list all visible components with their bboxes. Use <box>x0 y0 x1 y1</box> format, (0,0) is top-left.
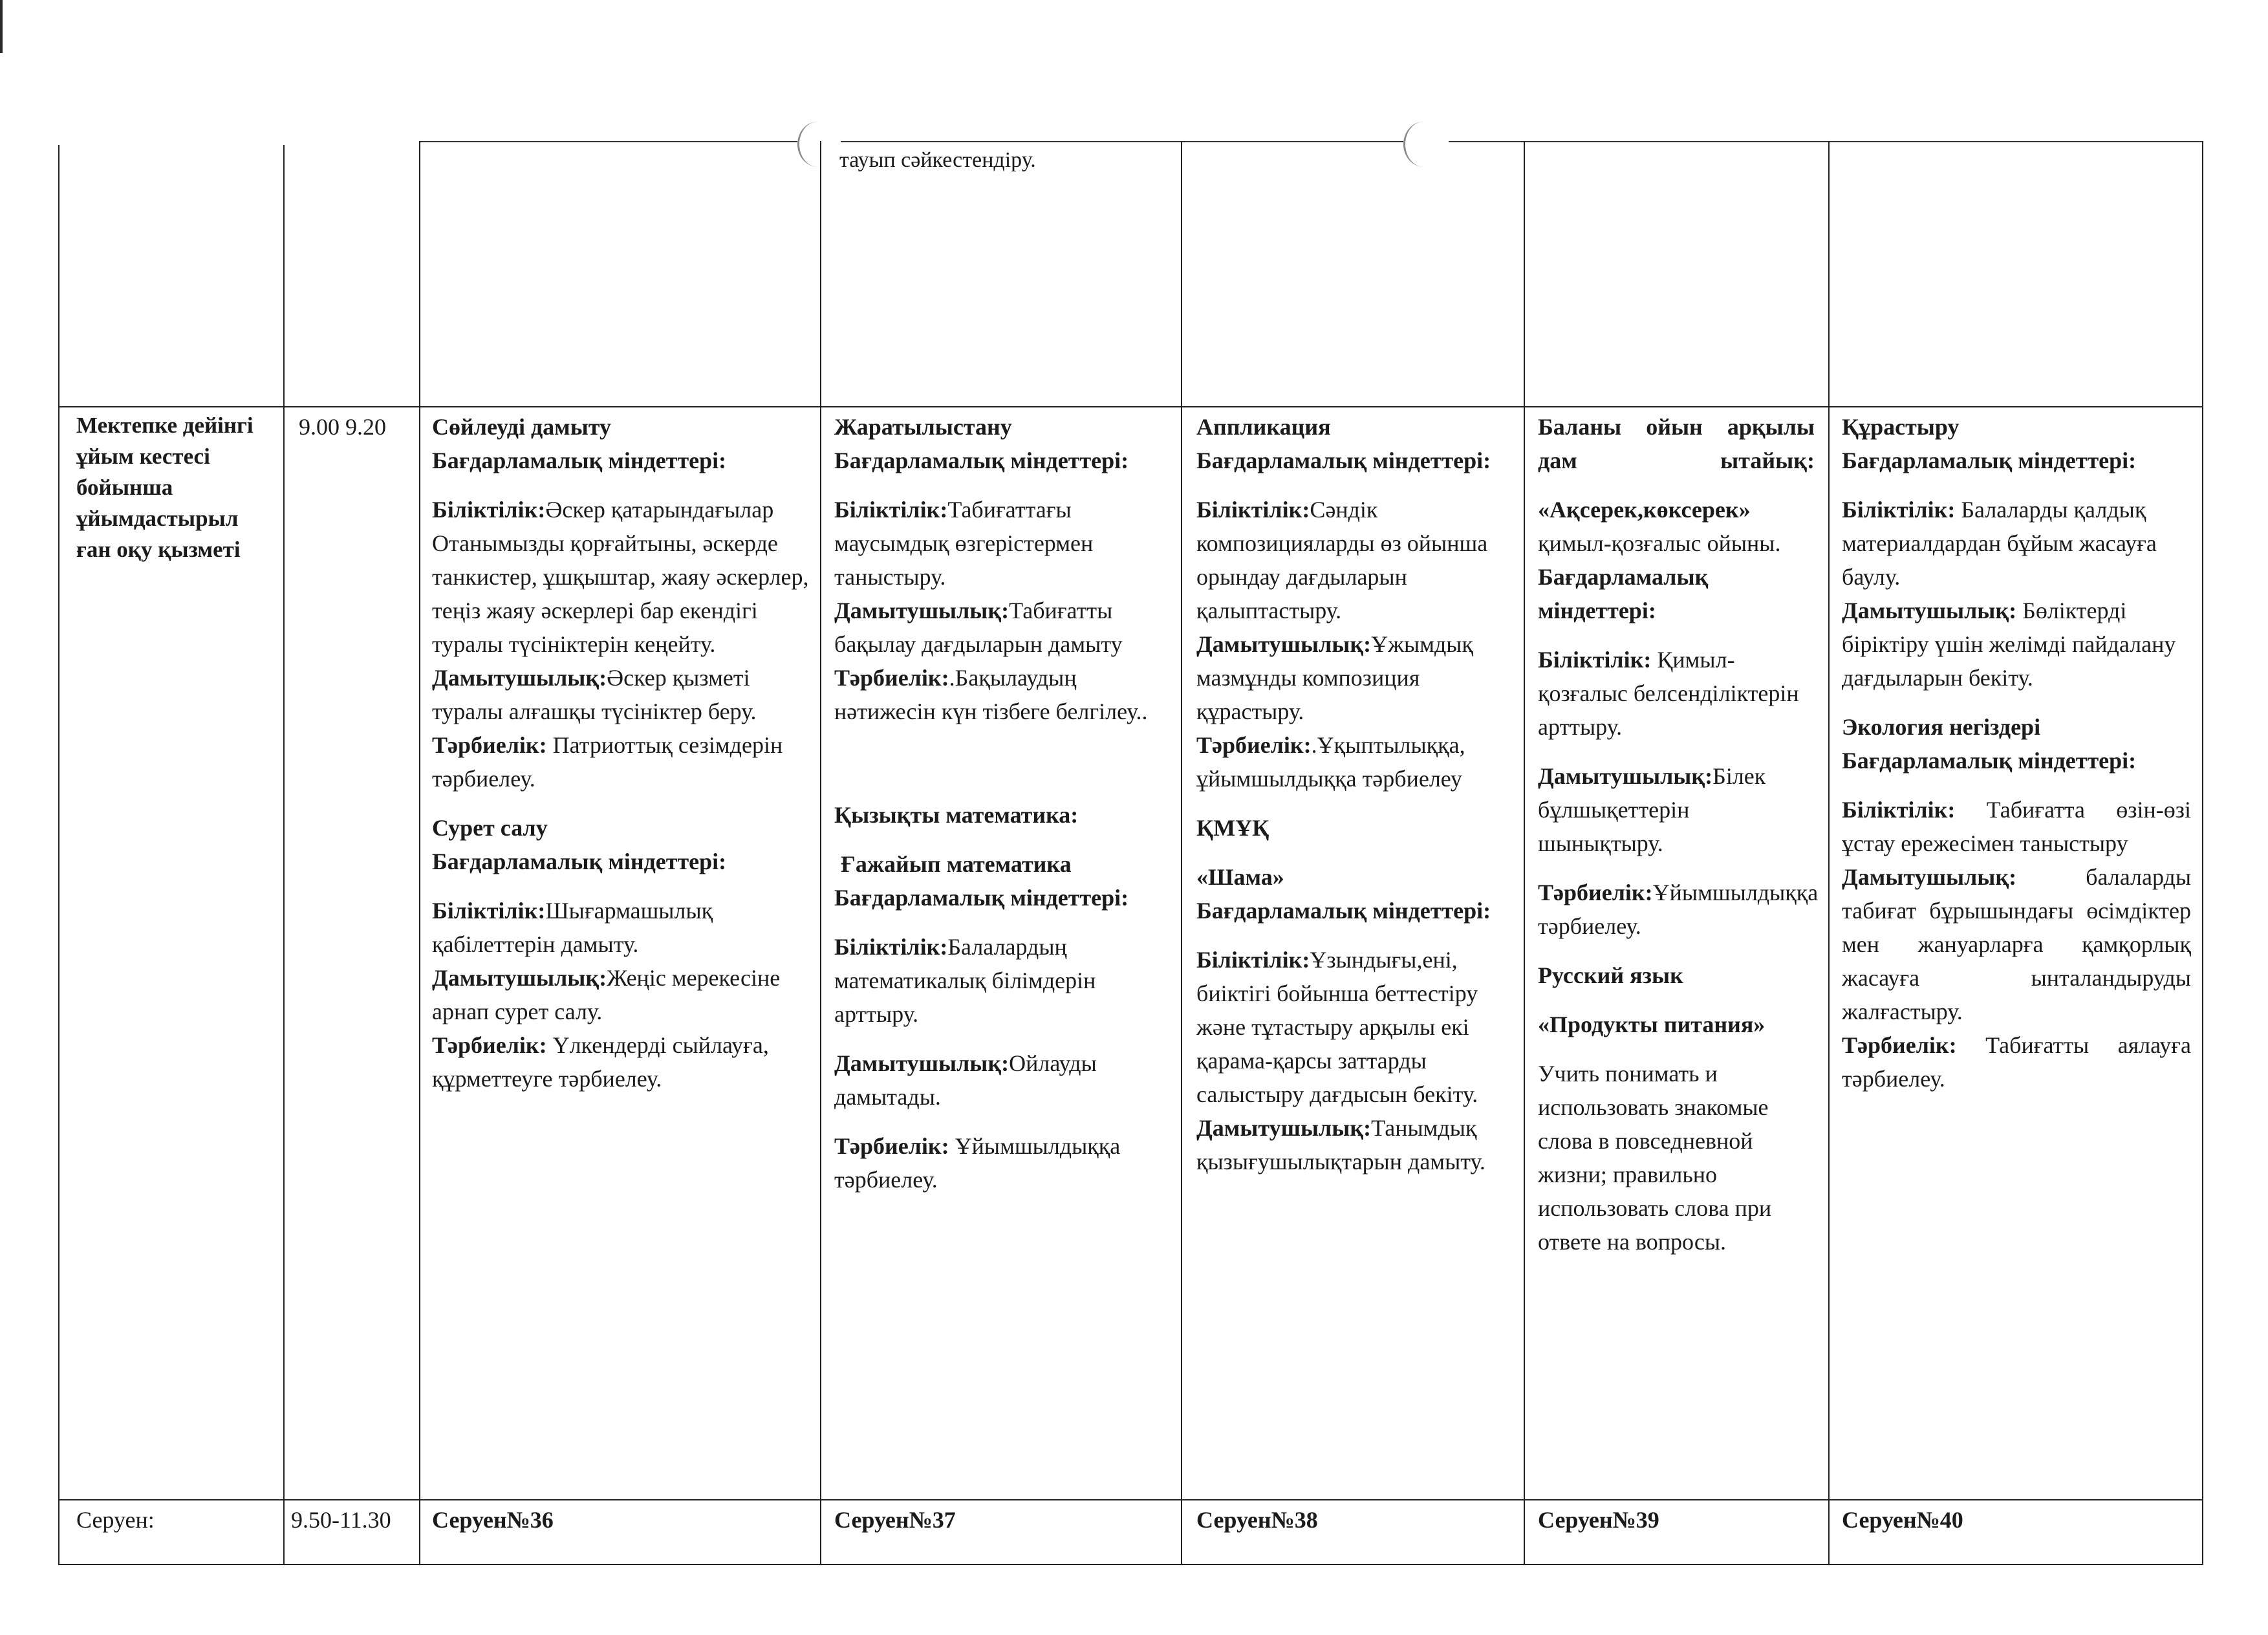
lesson-subtitle: Бағдарламалық міндеттері: <box>1842 448 2137 473</box>
walk-time-cell <box>291 1503 418 1537</box>
objective-text: .Ұқыптылыққа, ұйымшылдыққа тәрбиелеу <box>1196 732 1465 792</box>
objective-text: Табиғатта өзін-өзі ұстау ережесімен таныстыру <box>1842 797 2191 856</box>
objective-development <box>432 661 811 728</box>
column-divider <box>1828 141 1830 1565</box>
lesson-subtitle: Бағдарламалық міндеттері: <box>1538 564 1709 623</box>
objective-label: Тәрбиелік: <box>432 1032 547 1058</box>
walk-number: Серуен№40 <box>1842 1507 1963 1533</box>
objective-development <box>1196 1111 1507 1178</box>
lesson-subtitle: Бағдарламалық міндеттері: <box>1196 448 1491 473</box>
lesson-subtitle: Бағдарламалық міндеттері: <box>834 448 1129 473</box>
continued-text: тауып сәйкестендіру. <box>839 148 1036 172</box>
objective-label: Тәрбиелік: <box>432 732 547 758</box>
objective-skill <box>1196 943 1507 1111</box>
row-divider <box>58 1564 2203 1565</box>
lesson-title: Русский язык <box>1538 962 1683 988</box>
column-divider <box>820 141 821 1565</box>
lesson-subtitle: Бағдарламалық міндеттері: <box>432 448 727 473</box>
objective-label: Біліктілік: <box>1538 647 1652 673</box>
walk-label-cell <box>76 1503 278 1537</box>
objective-text: Бөліктерді біріктіру үшін желімді пайдалану дағдыларын бекіту. <box>1842 598 2176 691</box>
scan-edge-mark <box>0 0 3 53</box>
objective-text: Табиғатты аялауға тәрбиелеу. <box>1842 1032 2191 1092</box>
time-range: 9.00 9.20 <box>299 414 386 440</box>
objective-upbringing <box>432 728 811 796</box>
objective-development <box>1842 594 2191 695</box>
lesson-subtitle: Бағдарламалық міндеттері: <box>1196 898 1491 924</box>
objective-label: Тәрбиелік: <box>834 665 949 691</box>
objective-development <box>1538 759 1815 860</box>
objective-text: Қимыл-қозғалыс белсенділіктерін арттыру. <box>1538 647 1799 740</box>
objective-label: Біліктілік: <box>432 497 546 523</box>
walk-number: Серуен№36 <box>432 1507 554 1533</box>
objective-text: Ойлауды дамытады. <box>834 1050 1097 1110</box>
walk-number: Серуен№39 <box>1538 1507 1659 1533</box>
walk-thursday-cell <box>1538 1503 1815 1537</box>
objective-skill <box>1842 493 2191 594</box>
objective-upbringing <box>834 661 1176 728</box>
lesson-title: Аппликация <box>1196 414 1331 440</box>
objective-label: Біліктілік: <box>1196 497 1310 523</box>
objective-text: Ұзындығы,ені, биіктігі бойынша беттестіру және тұтастыру арқылы екі қарама-қарсы заттарды салыстыру дағдысын бекіту. <box>1196 947 1478 1107</box>
objective-text: Балаларды қалдық материалдардан бұйым жасауға баулу. <box>1842 497 2157 590</box>
objective-label: Біліктілік: <box>1842 797 1956 823</box>
walk-friday-cell <box>1842 1503 2191 1537</box>
objective-label: Дамытушылық: <box>432 665 607 691</box>
activity-category: Мектепке дейінгі ұйым кестесі бойынша ұйымдастырыл ған оқу қызметі <box>76 413 254 562</box>
objective-text: Үлкендерді сыйлауға, құрметтеуге тәрбиелеу. <box>432 1032 769 1092</box>
lesson-title: Сөйлеуді дамыту <box>432 414 612 440</box>
objective-development <box>1196 627 1507 728</box>
lesson-name: «Шама» <box>1196 864 1284 890</box>
time-cell <box>299 410 415 444</box>
top-row-cell <box>839 144 1098 177</box>
lesson-subtitle: Бағдарламалық міндеттері: <box>432 849 727 874</box>
objective-label: Дамытушылық: <box>1842 864 2017 890</box>
game-description <box>1538 493 1815 560</box>
column-divider <box>58 145 59 1565</box>
walk-tuesday-cell <box>834 1503 1176 1537</box>
walk-label: Серуен: <box>76 1507 155 1533</box>
walk-monday-cell <box>432 1503 811 1537</box>
lesson-title: Құрастыру <box>1842 414 1960 440</box>
walk-number: Серуен№38 <box>1196 1507 1318 1533</box>
objective-skill <box>834 930 1176 1031</box>
objective-text: Патриоттық сезімдерін тәрбиелеу. <box>432 732 783 792</box>
objective-label: Біліктілік: <box>1842 497 1956 523</box>
column-divider <box>2202 141 2203 1565</box>
lesson-title: Экология негіздері <box>1842 714 2041 740</box>
objective-skill <box>1842 793 2191 860</box>
objective-label: Тәрбиелік: <box>1196 732 1312 758</box>
objective-text: Әскер қатарындағылар Отанымызды қорғайтыны, әскерде танкистер, ұшқыштар, жаяу әскерлер, теңіз жаяу әскерлері бар екендігі туралы түсініктерін кеңейту. <box>432 497 809 657</box>
objective-text: Сәндік композицияларды өз ойынша орындау дағдыларын қалыптастыру. <box>1196 497 1488 623</box>
activity-category-cell <box>76 410 278 565</box>
objective-label: Тәрбиелік: <box>1538 880 1653 905</box>
tuesday-cell <box>834 410 1176 1196</box>
objective-skill <box>432 493 811 661</box>
objective-development <box>834 594 1176 661</box>
scan-hole-mark <box>797 122 838 167</box>
objective-label: Тәрбиелік: <box>834 1133 949 1159</box>
objective-text: Ұжымдық мазмұнды композиция құрастыру. <box>1196 631 1473 724</box>
objective-upbringing <box>1196 728 1507 796</box>
objective-text: Танымдық қызығушылықтарын дамыту. <box>1196 1115 1485 1175</box>
objective-development <box>834 1046 1176 1114</box>
objective-text: Ұйымшылдыққа тәрбиелеу. <box>1538 880 1819 939</box>
row-divider <box>58 406 2203 407</box>
objective-development <box>1842 860 2191 1028</box>
objective-skill <box>834 493 1176 594</box>
row-divider <box>58 1499 2203 1500</box>
lesson-title: Қызықты математика: <box>834 802 1079 828</box>
column-divider <box>419 141 420 1565</box>
objective-skill <box>1196 493 1507 627</box>
table-top-line <box>419 141 797 142</box>
lesson-subtitle: Бағдарламалық міндеттері: <box>834 885 1129 911</box>
lesson-title: Сурет салу <box>432 815 548 841</box>
column-divider <box>1524 141 1525 1565</box>
game-name: «Ақсерек,көксерек» <box>1538 497 1751 523</box>
objective-upbringing <box>834 1129 1176 1196</box>
lesson-title: ҚМҰҚ <box>1196 815 1269 841</box>
objective-text: Жеңіс мерекесіне арнап сурет салу. <box>432 965 781 1024</box>
objective-label: Біліктілік: <box>834 934 948 960</box>
walk-time: 9.50-11.30 <box>291 1507 391 1533</box>
objective-development <box>432 961 811 1028</box>
objective-text: Әскер қызметі туралы алғашқы түсініктер беру. <box>432 665 757 724</box>
game-type: қимыл-қозғалыс ойыны. <box>1538 530 1781 556</box>
wednesday-cell <box>1196 410 1507 1178</box>
objective-text: Балалардың математикалық білімдерін арттыру. <box>834 934 1096 1027</box>
scan-hole-mark <box>1403 122 1444 167</box>
objective-label: Дамытушылық: <box>1196 631 1372 657</box>
lesson-description: Учить понимать и использовать знакомые слова в повседневной жизни; правильно использовать слова при ответе на вопросы. <box>1538 1061 1772 1255</box>
walk-number: Серуен№37 <box>834 1507 956 1533</box>
friday-cell <box>1842 410 2191 1096</box>
lesson-subtitle: Ғажайып математика <box>841 851 1072 877</box>
objective-text: балаларды табиғат бұрышындағы өсімдіктер мен жануарларға қамқорлық жасауға ынталандыруды жалғастыру. <box>1842 864 2191 1024</box>
objective-text: Табиғатты бақылау дағдыларын дамыту <box>834 598 1123 657</box>
objective-label: Дамытушылық: <box>1196 1115 1372 1141</box>
objective-label: Дамытушылық: <box>834 598 1010 623</box>
objective-skill <box>432 894 811 961</box>
thursday-cell <box>1538 410 1819 1259</box>
monday-cell <box>432 410 811 1096</box>
objective-text: Табиғаттағы маусымдық өзгерістермен таныстыру. <box>834 497 1094 590</box>
objective-skill <box>1538 643 1815 744</box>
column-divider <box>1181 141 1182 1565</box>
objective-label: Дамытушылық: <box>834 1050 1010 1076</box>
lesson-title: Жаратылыстану <box>834 414 1012 440</box>
objective-text: Білек бұлшықеттерін шынықтыру. <box>1538 763 1766 856</box>
objective-label: Біліктілік: <box>432 898 546 924</box>
walk-wednesday-cell <box>1196 1503 1507 1537</box>
objective-label: Біліктілік: <box>834 497 948 523</box>
lesson-subtitle: Бағдарламалық міндеттері: <box>1842 748 2137 774</box>
objective-upbringing <box>1842 1028 2191 1096</box>
objective-upbringing <box>1538 876 1819 943</box>
objective-label: Дамытушылық: <box>1842 598 2017 623</box>
objective-label: Тәрбиелік: <box>1842 1032 1957 1058</box>
column-divider <box>283 145 285 1565</box>
objective-text: .Бақылаудың нәтижесін күн тізбеге белгілеу.. <box>834 665 1148 724</box>
lesson-name: «Продукты питания» <box>1538 1012 1766 1037</box>
table-top-line <box>841 141 1403 142</box>
lesson-title: Баланы ойын арқылы дам ытайық: <box>1538 414 1815 473</box>
objective-upbringing <box>432 1028 811 1096</box>
objective-text: Шығармашылық қабілеттерін дамыту. <box>432 898 713 957</box>
objective-label: Біліктілік: <box>1196 947 1310 973</box>
table-top-line <box>1449 141 2202 142</box>
objective-label: Дамытушылық: <box>432 965 607 991</box>
objective-label: Дамытушылық: <box>1538 763 1713 789</box>
objective-text: Ұйымшылдыққа тәрбиелеу. <box>834 1133 1121 1193</box>
